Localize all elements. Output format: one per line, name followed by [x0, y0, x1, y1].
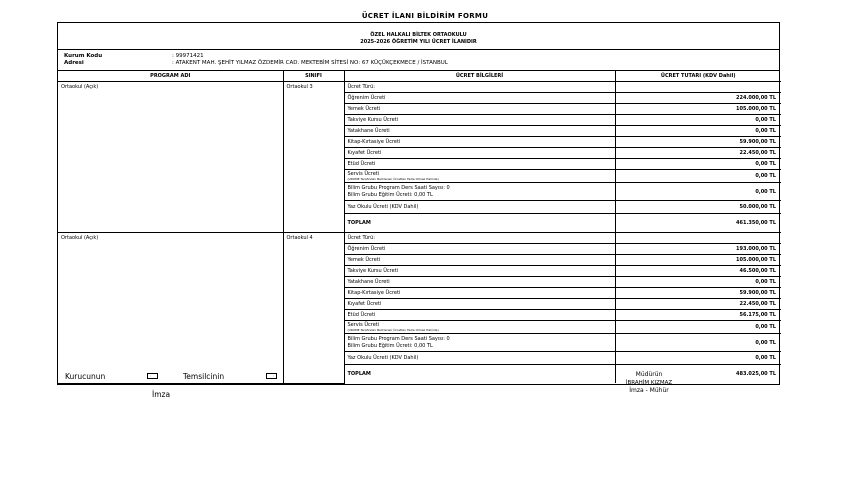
service-fee-cell [344, 170, 615, 183]
col-fee-info: ÜCRET BİLGİLERİ [344, 71, 615, 82]
fee-amount: 105.000,00 TL [615, 104, 781, 115]
institution-code-label: Kurum Kodu [64, 53, 103, 59]
fee-label: Kıyafet Ücreti [344, 299, 615, 310]
service-fee-note: (UKOME Tarafından Belirlenen Ücretten Fazla Olmaz Halinde) [347, 177, 439, 181]
address-label: Adresi [64, 60, 84, 66]
fee-amount: 59.900,00 TL [615, 288, 781, 299]
fee-label: Yatakhane Ücreti [344, 277, 615, 288]
service-fee-label: Servis Ücreti [347, 171, 380, 177]
program-row [58, 233, 781, 244]
principal-signature [610, 371, 688, 395]
fee-amount: 59.900,00 TL [615, 137, 781, 148]
fee-amount: 193.000,00 TL [615, 244, 781, 255]
fee-amount: 0,00 TL [615, 277, 781, 288]
science-group-hours: Bilim Grubu Program Ders Saati Sayısı: 0 [347, 184, 450, 191]
fee-label: Kitap-Kırtasiye Ücreti [344, 288, 615, 299]
program-row [58, 82, 781, 93]
science-group-amount: 0,00 TL [615, 183, 781, 201]
fee-amount: 0,00 TL [615, 159, 781, 170]
service-fee-note: (UKOME Tarafından Belirlenen Ücretten Fazla Olmaz Halinde) [347, 328, 439, 332]
fee-label: Kitap-Kırtasiye Ücreti [344, 137, 615, 148]
representative-label: Temsilcinin [183, 372, 225, 381]
fee-amount: 224.000,00 TL [615, 93, 781, 104]
representative-checkbox[interactable] [266, 373, 277, 379]
col-class: SINIFI [283, 71, 344, 82]
signature-label: İmza [152, 390, 171, 399]
fee-amount: 0,00 TL [615, 126, 781, 137]
principal-title: Müdürün [635, 371, 663, 378]
service-fee-amount: 0,00 TL [615, 170, 781, 183]
summer-school-label: Yaz Okulu Ücreti (KDV Dahil) [344, 352, 615, 365]
fee-label: Takviye Kursu Ücreti [344, 115, 615, 126]
address: : ATAKENT MAH. ŞEHİT YILMAZ ÖZDEMİR CAD. MEKTEBİM SİTESİ NO: 67 KÜÇÜKÇEKMECE / İSTANBUL [172, 60, 448, 66]
fee-label: Yatakhane Ücreti [344, 126, 615, 137]
science-group-amount: 0,00 TL [615, 334, 781, 352]
fee-amount: 0,00 TL [615, 115, 781, 126]
total-amount: 483.025,00 TL [615, 365, 781, 384]
fee-amount: 56.175,00 TL [615, 310, 781, 321]
science-group-hours: Bilim Grubu Program Ders Saati Sayısı: 0 [347, 335, 450, 342]
col-fee-amount: ÜCRET TUTARI (KDV Dahil) [615, 71, 781, 82]
class-name: Ortaokul 4 [283, 233, 344, 384]
service-fee-label: Servis Ücreti [347, 322, 380, 328]
fee-label: Takviye Kursu Ücreti [344, 266, 615, 277]
founder-checkbox[interactable] [147, 373, 158, 379]
fee-amount: 22.450,00 TL [615, 299, 781, 310]
summer-school-amount: 50.000,00 TL [615, 201, 781, 214]
fee-amount: 46.500,00 TL [615, 266, 781, 277]
program-name: Ortaokul (Açık) [58, 82, 283, 233]
institution-info [58, 50, 779, 71]
fee-type-amount [615, 233, 781, 244]
principal-name: İBRAHİM KIZMAZ [625, 380, 673, 386]
science-group-fee: Bilim Grubu Eğitim Ücreti: 0,00 TL [347, 191, 433, 198]
founder-label: Kurucunun [65, 372, 106, 381]
fee-type-amount [615, 82, 781, 93]
fee-label: Yemek Ücreti [344, 104, 615, 115]
total-label: TOPLAM [344, 214, 615, 233]
science-group-cell [344, 183, 615, 201]
program-name: Ortaokul (Açık) [58, 233, 283, 384]
fee-type-label: Ücret Türü: [344, 82, 615, 93]
institution-code: : 99971421 [172, 53, 204, 59]
total-label: TOPLAM [344, 365, 615, 384]
fee-amount: 105.000,00 TL [615, 255, 781, 266]
fee-label: Öğrenim Ücreti [344, 93, 615, 104]
table-header-row [58, 71, 781, 82]
col-program-name: PROGRAM ADI [58, 71, 283, 82]
fee-label: Yemek Ücreti [344, 255, 615, 266]
school-year: 2025-2026 ÖĞRETİM YILI ÜCRET İLANIDIR [360, 39, 477, 45]
summer-school-label: Yaz Okulu Ücreti (KDV Dahil) [344, 201, 615, 214]
school-header [58, 23, 779, 50]
fee-type-label: Ücret Türü: [344, 233, 615, 244]
class-name: Ortaokul 3 [283, 82, 344, 233]
fee-table [58, 71, 781, 384]
fee-label: Etüd Ücreti [344, 159, 615, 170]
principal-sign-label: İmza - Mühür [629, 387, 669, 394]
science-group-fee: Bilim Grubu Eğitim Ücreti: 0,00 TL [347, 342, 433, 349]
summer-school-amount: 0,00 TL [615, 352, 781, 365]
total-amount: 461.350,00 TL [615, 214, 781, 233]
service-fee-amount: 0,00 TL [615, 321, 781, 334]
fee-amount: 22.450,00 TL [615, 148, 781, 159]
service-fee-cell [344, 321, 615, 334]
fee-label: Etüd Ücreti [344, 310, 615, 321]
school-name: ÖZEL HALKALI BİLTEK ORTAOKULU [370, 32, 467, 38]
form-title: ÜCRET İLANI BİLDİRİM FORMU [361, 12, 489, 20]
fee-label: Kıyafet Ücreti [344, 148, 615, 159]
fee-label: Öğrenim Ücreti [344, 244, 615, 255]
science-group-cell [344, 334, 615, 352]
fee-notice-form [57, 22, 780, 385]
